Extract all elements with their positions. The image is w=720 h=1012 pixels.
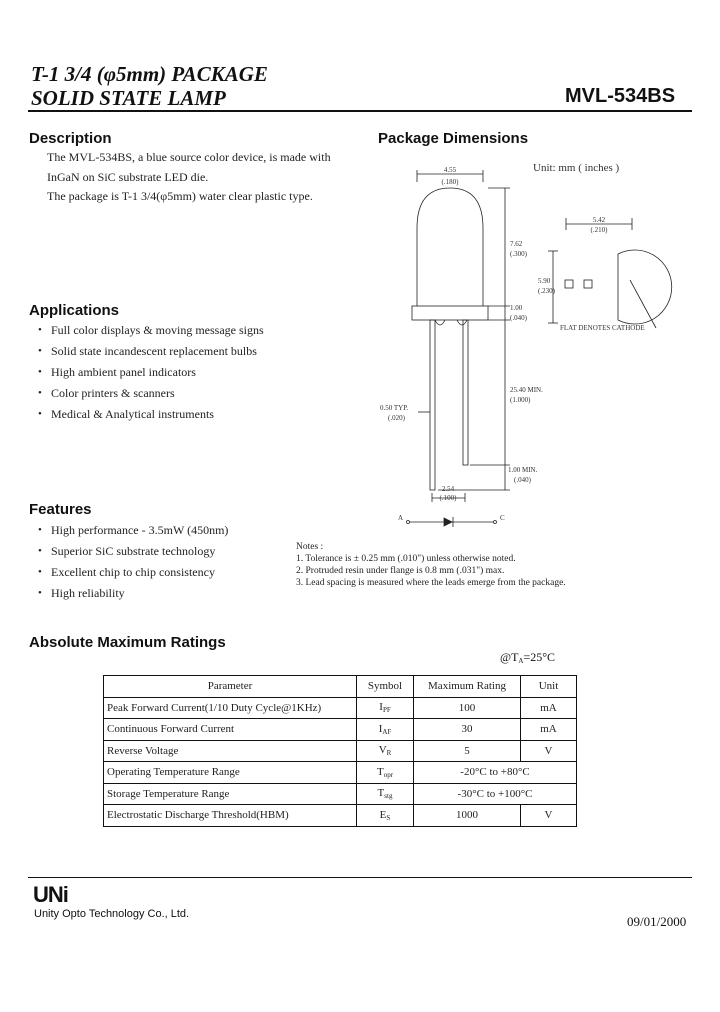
notes-title: Notes : <box>296 542 324 552</box>
symbol-sub: opr <box>383 770 394 779</box>
title-line-2: SOLID STATE LAMP <box>31 86 226 110</box>
list-item: • Solid state incandescent replacement bulbs <box>32 341 332 362</box>
symbol: V <box>378 744 387 757</box>
dim-label: (1.000) <box>510 396 531 404</box>
col-header: Parameter <box>104 676 357 698</box>
led-flange <box>412 306 488 320</box>
param-cell: Electrostatic Discharge Threshold(HBM) <box>104 805 357 827</box>
dim-label: 7.62 <box>510 240 523 248</box>
applications-list <box>32 320 332 425</box>
applications-heading: Applications <box>29 302 120 319</box>
top-view-pad <box>584 280 592 288</box>
dim-label: (.230) <box>538 287 555 295</box>
unit-label: Unit: mm ( inches ) <box>533 162 620 174</box>
unit-cell: mA <box>521 697 577 719</box>
dim-label: (.040) <box>514 476 531 484</box>
dim-label: 25.40 MIN. <box>510 386 543 394</box>
condition-symbol: T <box>511 650 519 664</box>
features-heading: Features <box>29 501 92 518</box>
diode-symbol <box>444 518 452 526</box>
description-line: The package is T-1 3/4(φ5mm) water clear plastic type. <box>47 189 313 203</box>
table-row <box>104 762 577 784</box>
symbol: E <box>379 808 387 821</box>
description-line: The MVL-534BS, a blue source color device, is made with <box>47 150 331 164</box>
symbol: I <box>379 701 383 714</box>
value-cell: -30°C to +100°C <box>414 783 577 805</box>
note-item: 2. Protruded resin under flange is 0.8 mm (.031") max. <box>296 566 505 576</box>
table-row <box>104 719 577 741</box>
param-cell: Peak Forward Current(1/10 Duty Cycle@1KHz) <box>104 697 357 719</box>
package-heading: Package Dimensions <box>378 130 529 147</box>
table-header-row <box>104 676 577 698</box>
dim-label: (.210) <box>590 226 608 234</box>
flat-note: FLAT DENOTES CATHODE <box>560 324 645 332</box>
symbol: T <box>376 765 384 778</box>
top-view-pad <box>565 280 573 288</box>
lead-cathode <box>463 320 468 465</box>
ratings-condition <box>500 650 555 665</box>
anode-label: A <box>398 514 404 522</box>
param-cell: Operating Temperature Range <box>104 762 357 784</box>
list-item: • Excellent chip to chip consistency <box>32 562 332 583</box>
condition-at: @ <box>500 650 512 664</box>
dim-label: 0.50 TYP. <box>380 404 409 412</box>
symbol-sub: R <box>386 749 392 758</box>
led-dome <box>417 188 483 306</box>
note-item: 1. Tolerance is ± 0.25 mm (.010") unless otherwise noted. <box>296 554 516 564</box>
lead-anode <box>430 320 435 490</box>
package-drawing <box>360 160 680 540</box>
top-view-outline <box>618 250 672 324</box>
header-rule <box>28 110 692 112</box>
notes <box>296 541 696 589</box>
list-item: • High performance - 3.5mW (450nm) <box>32 520 332 541</box>
dim-label: 4.55 <box>443 166 457 174</box>
value-cell: 5 <box>414 740 521 762</box>
document-date: 09/01/2000 <box>627 914 687 929</box>
symbol-sub: stg <box>384 792 393 801</box>
param-cell: Continuous Forward Current <box>104 719 357 741</box>
unit-cell: mA <box>521 719 577 741</box>
list-item: • Medical & Analytical instruments <box>32 404 332 425</box>
description-text <box>47 148 347 207</box>
value-cell: 100 <box>414 697 521 719</box>
description-line: InGaN on SiC substrate LED die. <box>47 169 209 184</box>
unit-cell: V <box>521 805 577 827</box>
col-header: Symbol <box>357 676 414 698</box>
dim-label: 1.00 <box>510 304 523 312</box>
part-number: MVL-534BS <box>565 85 676 107</box>
symbol-cell <box>357 740 414 762</box>
symbol: T <box>377 787 385 800</box>
symbol-cell <box>357 762 414 784</box>
col-header: Maximum Rating <box>414 676 521 698</box>
symbol-sub: S <box>386 813 391 822</box>
table-row <box>104 697 577 719</box>
symbol-sub: AF <box>382 727 392 736</box>
list-item: • Superior SiC substrate technology <box>32 541 332 562</box>
param-cell: Storage Temperature Range <box>104 783 357 805</box>
dim-label: 5.90 <box>538 277 551 285</box>
dim-label: (.100) <box>439 494 457 502</box>
dim-label: (.180) <box>441 178 459 186</box>
symbol-cell <box>357 805 414 827</box>
list-item: • High ambient panel indicators <box>32 362 332 383</box>
dim-label: 5.42 <box>592 216 606 224</box>
dim-label: 2.54 <box>441 485 455 493</box>
condition-subscript: A <box>518 657 524 665</box>
company-logo: UNi <box>33 882 68 907</box>
list-item: • Color printers & scanners <box>32 383 332 404</box>
note-item: 3. Lead spacing is measured where the leads emerge from the package. <box>296 578 566 588</box>
symbol-cell <box>357 719 414 741</box>
col-header: Unit <box>521 676 577 698</box>
dim-label: (.300) <box>510 250 527 258</box>
list-item: • Full color displays & moving message signs <box>32 320 332 341</box>
list-item: • High reliability <box>32 583 332 604</box>
value-cell: 30 <box>414 719 521 741</box>
ratings-table <box>103 675 577 827</box>
title-line-1: T-1 3/4 (φ5mm) PACKAGE <box>31 62 268 86</box>
value-cell: 1000 <box>414 805 521 827</box>
features-list <box>32 520 332 604</box>
company-name: Unity Opto Technology Co., Ltd. <box>34 908 190 920</box>
param-cell: Reverse Voltage <box>104 740 357 762</box>
symbol: I <box>378 722 383 735</box>
dim-label: 1.00 MIN. <box>508 466 538 474</box>
symbol-cell <box>357 697 414 719</box>
condition-value: =25°C <box>523 650 556 664</box>
description-heading: Description <box>29 130 112 147</box>
cathode-label: C <box>500 514 505 522</box>
table-row <box>104 740 577 762</box>
symbol-cell <box>357 783 414 805</box>
dim-label: (.020) <box>388 414 405 422</box>
table-row <box>104 783 577 805</box>
value-cell: -20°C to +80°C <box>414 762 577 784</box>
unit-cell: V <box>521 740 577 762</box>
footer-rule <box>28 877 692 878</box>
dim-label: (.040) <box>510 314 527 322</box>
table-row <box>104 805 577 827</box>
ratings-heading: Absolute Maximum Ratings <box>29 634 226 651</box>
symbol-sub: PF <box>382 706 391 715</box>
